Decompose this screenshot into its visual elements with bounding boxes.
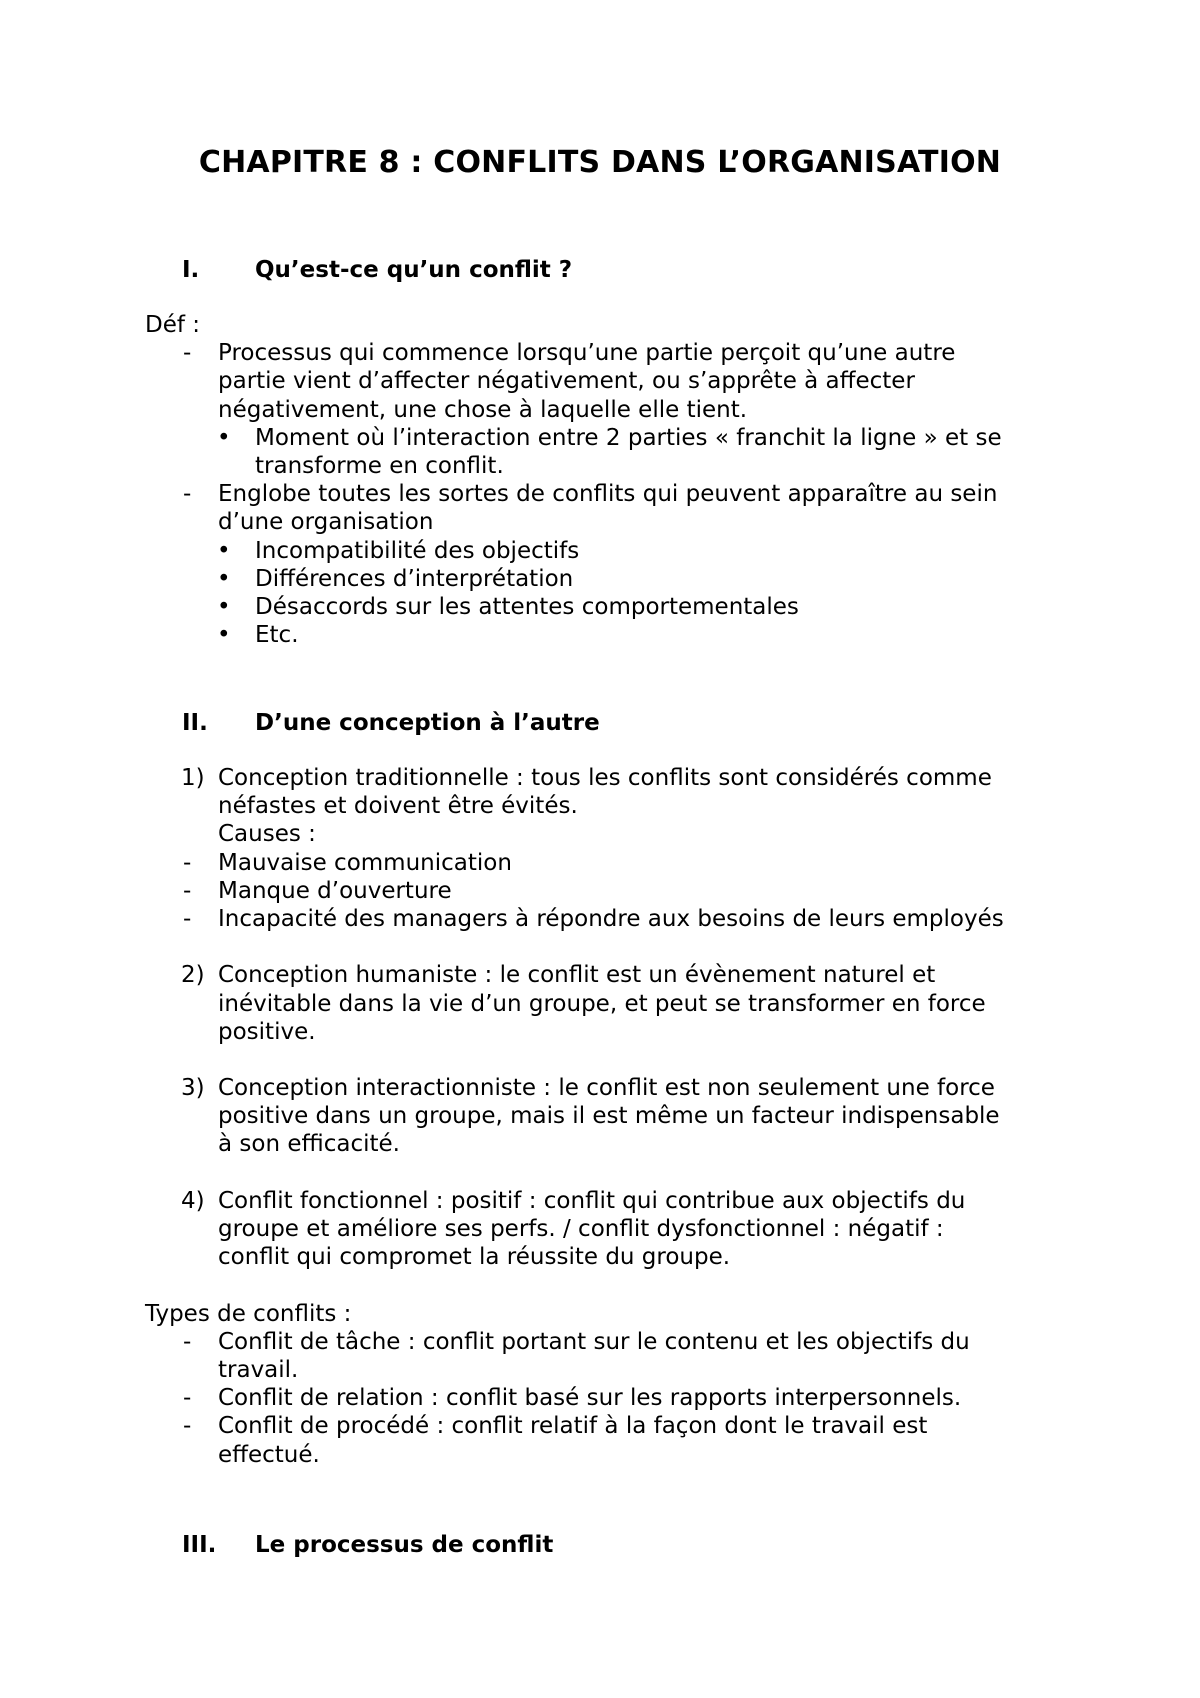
list-item — [145, 1328, 1075, 1384]
text-line: Conflit de tâche : conflit portant sur le contenu et les objectifs du — [218, 1328, 970, 1355]
list-item — [145, 1384, 1075, 1412]
number-marker: 3) — [181, 1075, 205, 1102]
text-line: néfastes et doivent être évités. — [218, 793, 578, 820]
bullet-item — [145, 424, 1075, 480]
bullet-item — [145, 537, 1075, 565]
list-item — [145, 480, 1075, 536]
numbered-item — [145, 764, 1075, 849]
list-item — [145, 905, 1075, 933]
section-title: D’une conception à l’autre — [255, 710, 600, 736]
section-1-body — [145, 311, 1075, 649]
text-line: Différences d’interprétation — [255, 565, 574, 592]
text-line: Incapacité des managers à répondre aux besoins de leurs employés — [218, 905, 1004, 932]
text-line: Etc. — [255, 622, 299, 649]
dash-marker: - — [183, 1413, 192, 1440]
dash-marker: - — [183, 481, 192, 508]
dash-marker: - — [183, 1328, 192, 1355]
text-line: Conception interactionniste : le conflit est non seulement une force — [218, 1075, 995, 1102]
numbered-item — [145, 1187, 1075, 1272]
text-line: Désaccords sur les attentes comportementales — [255, 593, 799, 620]
text-line: effectué. — [218, 1441, 320, 1468]
text-line: conflit qui compromet la réussite du groupe. — [218, 1244, 731, 1271]
dash-marker: - — [183, 849, 192, 876]
section-heading-1 — [182, 255, 572, 285]
text-line: groupe et améliore ses perfs. / conflit dysfonctionnel : négatif : — [218, 1216, 944, 1242]
text-line: Conflit de relation : conflit basé sur les rapports interpersonnels. — [218, 1385, 962, 1412]
number-marker: 1) — [181, 765, 205, 791]
text-line: Mauvaise communication — [218, 849, 512, 876]
text-line: Conflit de procédé : conflit relatif à la façon dont le travail est — [218, 1413, 928, 1440]
text-line: Manque d’ouverture — [218, 877, 452, 904]
section-number: II. — [182, 710, 208, 736]
section-number: III. — [182, 1532, 217, 1558]
section-title: Le processus de conflit — [255, 1532, 554, 1558]
number-marker: 2) — [181, 962, 205, 989]
text-line: négativement, une chose à laquelle elle tient. — [218, 396, 748, 423]
text-line: d’une organisation — [218, 509, 434, 536]
text-line: positive. — [218, 1018, 316, 1045]
page-title: CHAPITRE 8 : CONFLITS DANS L’ORGANISATION — [198, 145, 1002, 180]
bullet-marker: • — [217, 537, 231, 564]
text-line: Conception humaniste : le conflit est un évènement naturel et — [218, 962, 936, 989]
bullet-marker: • — [217, 424, 231, 451]
section-number: I. — [182, 257, 200, 283]
text-line: Conception traditionnelle : tous les conflits sont considérés comme — [218, 765, 992, 791]
definition-label: Déf : — [145, 312, 201, 338]
bullet-marker: • — [217, 565, 231, 592]
list-item — [145, 849, 1075, 877]
text-line: Englobe toutes les sortes de conflits qui peuvent apparaître au sein — [218, 481, 998, 508]
text-line: inévitable dans la vie d’un groupe, et peut se transformer en force — [218, 990, 986, 1017]
numbered-item — [145, 1074, 1075, 1159]
text-line: à son efficacité. — [218, 1131, 400, 1158]
dash-marker: - — [183, 1385, 192, 1412]
dash-marker: - — [183, 340, 192, 367]
section-heading-2 — [182, 708, 600, 738]
section-title: Qu’est-ce qu’un conflit ? — [255, 257, 573, 283]
text-line: partie vient d’affecter négativement, ou s’apprête à affecter — [218, 368, 915, 395]
bullet-item — [145, 565, 1075, 593]
bullet-marker: • — [217, 622, 231, 649]
text-line: Incompatibilité des objectifs — [255, 537, 580, 564]
number-marker: 4) — [181, 1187, 205, 1214]
bullet-item — [145, 593, 1075, 621]
section-heading-3 — [182, 1530, 553, 1560]
text-line: Processus qui commence lorsqu’une partie perçoit qu’une autre — [218, 340, 956, 367]
text-line: travail. — [218, 1356, 299, 1383]
section-2-body — [145, 764, 1075, 1469]
numbered-item — [145, 961, 1075, 1046]
list-item — [145, 1412, 1075, 1468]
bullet-item — [145, 621, 1075, 649]
text-line: Conflit fonctionnel : positif : conflit qui contribue aux objectifs du — [218, 1187, 966, 1214]
text-line: positive dans un groupe, mais il est même un facteur indispensable — [218, 1103, 1000, 1130]
text-line: transforme en conflit. — [255, 452, 504, 479]
text-line: Moment où l’interaction entre 2 parties « franchit la ligne » et se — [255, 424, 1002, 451]
bullet-marker: • — [217, 593, 231, 620]
causes-label: Causes : — [218, 821, 316, 848]
dash-marker: - — [183, 905, 192, 932]
dash-marker: - — [183, 877, 192, 904]
types-label: Types de conflits : — [145, 1300, 352, 1327]
list-item — [145, 339, 1075, 424]
list-item — [145, 877, 1075, 905]
